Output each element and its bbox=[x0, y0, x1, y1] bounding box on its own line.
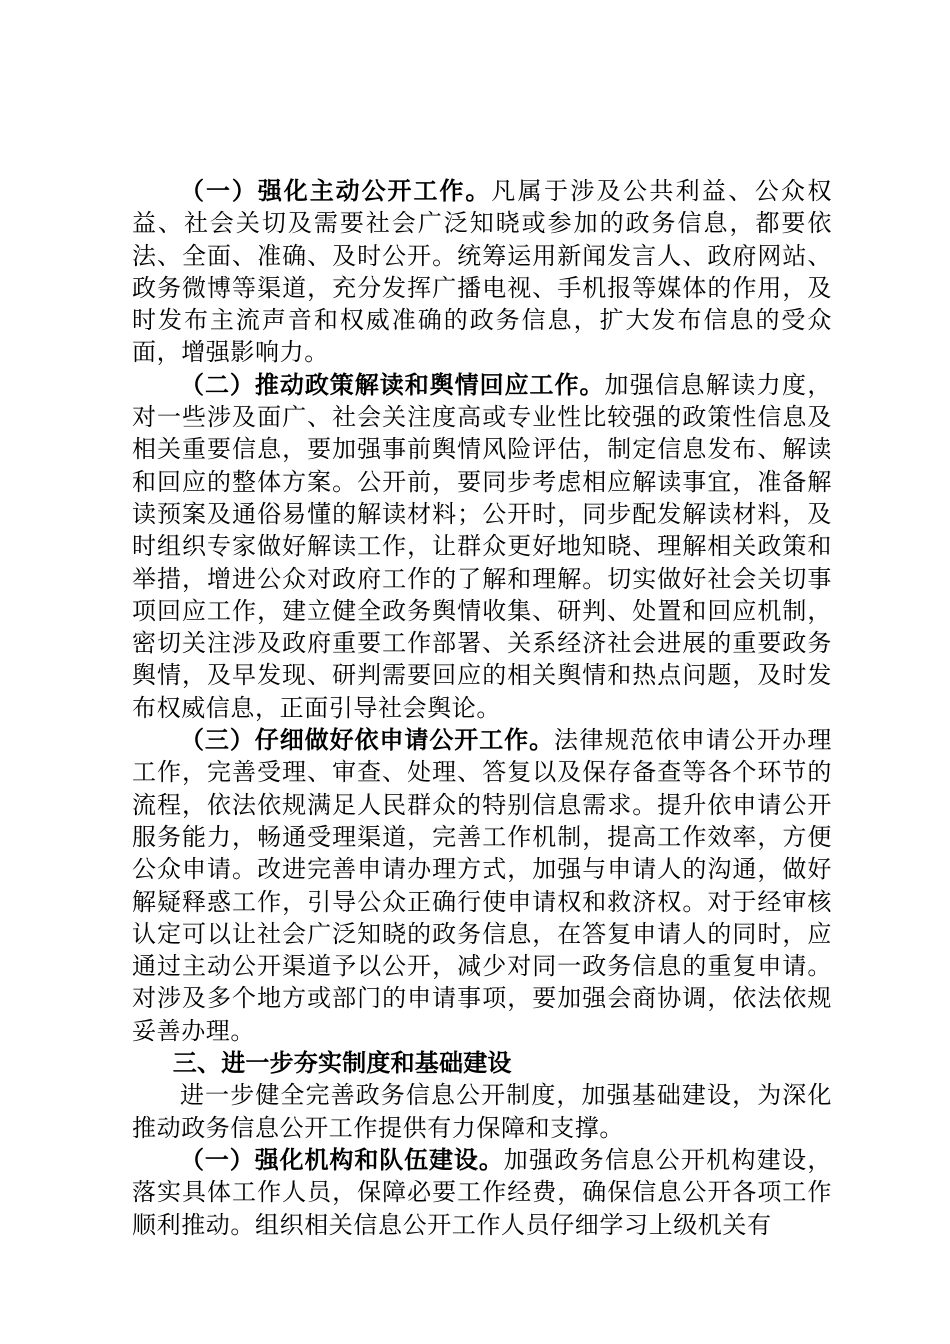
paragraph-proactive-disclosure bbox=[132, 175, 832, 369]
paragraph-text: 加强政务信息公开机构建设，落实具体工作人员，保障必要工作经费，确保信息公开各项工作顺利推动。组织相关信息公开工作人员仔细学习上级机关有 bbox=[132, 1145, 832, 1239]
paragraph-lead: （一）强化主动公开工作。 bbox=[180, 177, 492, 205]
section-heading: 三、进一步夯实制度和基础建设 bbox=[172, 1049, 512, 1078]
paragraph-institution-building bbox=[132, 1144, 832, 1241]
paragraph-text: 凡属于涉及公共利益、公众权益、社会关切及需要社会广泛知晓或参加的政务信息，都要依法、全面、准确、及时公开。统筹运用新闻发言人、政府网站、政务微博等渠道，充分发挥广播电视、手机报等媒体的作用，及时发布主流声音和权威准确的政务信息，扩大发布信息的受众面，增强影响力。 bbox=[132, 177, 832, 367]
paragraph-text: 法律规范依申请公开办理工作，完善受理、审查、处理、答复以及保存备查等各个环节的流程，依法依规满足人民群众的特别信息需求。提升依申请公开服务能力，畅通受理渠道，完善工作机制，提高工作效率，方便公众申请。改进完善申请办理方式，加强与申请人的沟通，做好解疑释惑工作，引导公众正确行使申请权和救济权。对于经审核认定可以让社会广泛知晓的政务信息，在答复申请人的同时，应通过主动公开渠道予以公开，减少对同一政务信息的重复申请。对涉及多个地方或部门的申请事项，要加强会商协调，依法依规妥善办理。 bbox=[132, 726, 833, 1045]
paragraph-application-disclosure bbox=[132, 724, 832, 1047]
paragraph-lead: （三）仔细做好依申请公开工作。 bbox=[180, 726, 555, 755]
paragraph-text: 加强信息解读力度，对一些涉及面广、社会关注度高或专业性比较强的政策性信息及相关重要信息，要加强事前舆情风险评估，制定信息发布、解读和回应的整体方案。公开前，要同步考虑相应解读事宜，准备解读预案及通俗易懂的解读材料；公开时，同步配发解读材料，及时组织专家做好解读工作，让群众更好地知晓、理解相关政策和举措，增进公众对政府工作的了解和理解。切实做好社会关切事项回应工作，建立健全政务舆情收集、研判、处置和回应机制，密切关注涉及政府重要工作部署、关系经济社会进展的重要政务舆情，及早发现、研判需要回应的相关舆情和热点问题，及时发布权威信息，正面引导社会舆论。 bbox=[132, 370, 832, 722]
paragraph-policy-interpretation bbox=[132, 369, 832, 724]
paragraph-lead: （一）强化机构和队伍建设。 bbox=[180, 1145, 504, 1174]
paragraph-lead: （二）推动政策解读和舆情回应工作。 bbox=[180, 370, 605, 399]
document-body bbox=[132, 175, 832, 1241]
section-intro: 进一步健全完善政务信息公开制度，加强基础建设，为深化推动政务信息公开工作提供有力保障和支撑。 bbox=[132, 1081, 832, 1142]
